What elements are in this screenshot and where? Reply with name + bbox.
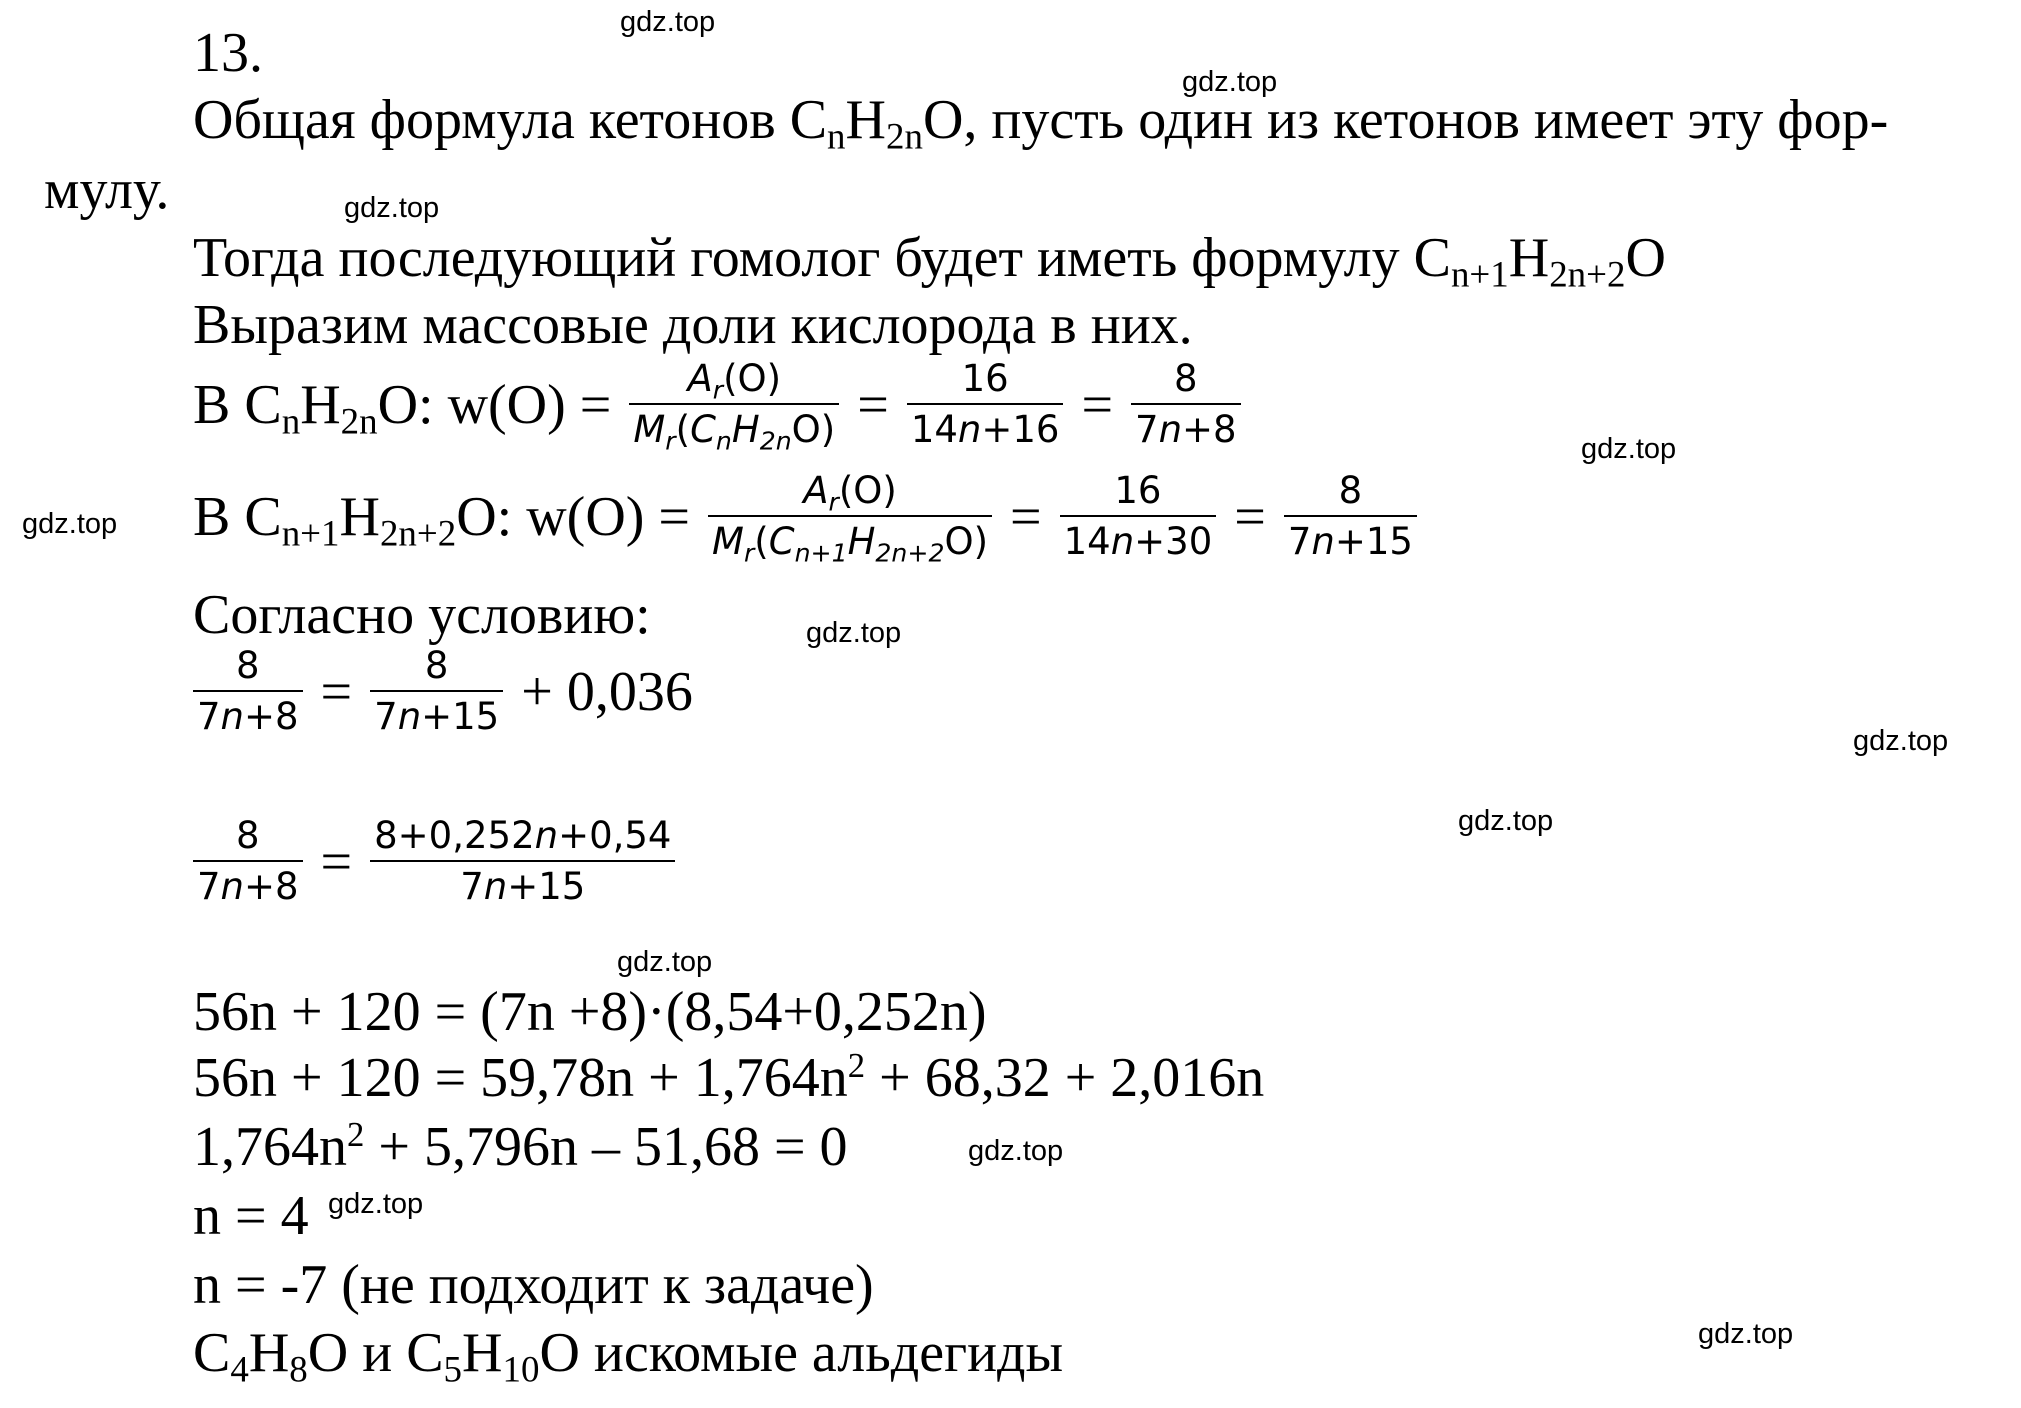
eq2-right-fraction	[370, 815, 675, 908]
eq1-left-num: 8	[193, 645, 303, 692]
eq1-left-den: 7n+8	[197, 694, 299, 738]
eq2-left-num: 8	[193, 815, 303, 862]
intro-text-a: Общая формула кетонов C	[193, 89, 828, 151]
formula-1-frac2-den: 14n+16	[910, 407, 1060, 451]
equation-1: $\frac{8}{7n+8}$ = $\frac{8}{7n+15}$ + 0,036	[189, 645, 693, 738]
equation-3: 56n + 120 = (7n +8)·(8,54+0,252n)	[193, 981, 987, 1043]
watermark: gdz.top	[617, 946, 713, 978]
formula-2-fraction-2	[1060, 470, 1217, 563]
formula-1-frac3-num: 8	[1131, 358, 1241, 405]
answer-mid: O и C	[307, 1322, 444, 1384]
formula-2-fraction-3	[1284, 470, 1417, 563]
formula-2: B $C_{n+1}H_{2n+2}O$: w(O) = $\frac{A_r(O)}{M_r(C_{n+1}H_{2n+2}O)}$ = $\frac{16}{14n+30}$ = $\frac{8}{7n+15}$	[193, 470, 1421, 563]
formula-1: B $C_nH_{2n}O$: w(O) = $\frac{A_r(O)}{M_r(C_nH_{2n}O)}$ = $\frac{16}{14n+16}$ = $\frac{8}{7n+8}$	[193, 358, 1245, 451]
eq2-right-num: 8+0,252n+0,54	[370, 815, 675, 862]
answer-line: $C_4H_8O$ и $C_5H_{10}O$ искомые альдегиды	[193, 1322, 1064, 1390]
express-line: Выразим массовые доли кислорода в них.	[193, 294, 1193, 356]
formula-1-fraction-1: $\frac{A_r(O)}{M_r(C_nH_{2n}O)}$	[629, 358, 839, 451]
equation-4: $56n + 120 = 59,78n + 1,764n^2 + 68,32 + 2,016n$	[193, 1045, 1265, 1109]
formula-2-frac1-den: O)	[944, 519, 989, 563]
intro-continuation: мулу.	[44, 159, 170, 221]
root-1: n = 4	[193, 1185, 309, 1247]
eq1-right-num: 8	[370, 645, 503, 692]
eq1-tail: + 0,036	[521, 660, 693, 723]
formula-2-frac3-num: 8	[1284, 470, 1417, 517]
formula-2-frac1-num: (O)	[838, 469, 897, 512]
watermark: gdz.top	[328, 1188, 424, 1220]
formula-2-fraction-1: $\frac{A_r(O)}{M_r(C_{n+1}H_{2n+2}O)}$	[708, 470, 992, 563]
homolog-line: Тогда последующий гомолог будет иметь формулу $C_{n+1}H_{2n+2}O$	[193, 227, 1666, 295]
formula-1-frac1-den: O)	[791, 407, 836, 451]
answer-end: O искомые альдегиды	[539, 1322, 1064, 1384]
eq4-left: 56n + 120 = 59,78n + 1,764n	[193, 1047, 848, 1109]
equation-2: $\frac{8}{7n+8}$ = $\frac{8+0,252n+0,54}{7n+15}$	[189, 815, 679, 908]
formula-1-frac3-den: 7n+8	[1135, 407, 1237, 451]
formula-2-prefix: B C	[193, 485, 282, 548]
watermark: gdz.top	[968, 1135, 1064, 1167]
intro-text-b: O, пусть один из кетонов имеет эту фор-	[922, 89, 1889, 151]
watermark: gdz.top	[1458, 805, 1554, 837]
watermark: gdz.top	[806, 617, 902, 649]
watermark: gdz.top	[22, 508, 118, 540]
formula-2-frac2-num: 16	[1060, 470, 1217, 517]
formula-1-label: O: w(O) =	[377, 373, 612, 436]
homolog-text: Тогда последующий гомолог будет иметь формулу C	[193, 227, 1451, 289]
watermark: gdz.top	[344, 192, 440, 224]
condition-label: Согласно условию:	[193, 584, 651, 646]
eq1-right-den: 7n+15	[374, 694, 500, 738]
eq5-right: + 5,796n – 51,68 = 0	[364, 1116, 848, 1178]
eq4-right: + 68,32 + 2,016n	[865, 1047, 1265, 1109]
eq2-right-den: 7n+15	[460, 864, 586, 908]
formula-1-prefix: B C	[193, 373, 282, 436]
intro-line: Общая формула кетонов $C_nH_{2n}O$, пусть один из кетонов имеет эту фор-	[193, 89, 1889, 157]
eq5-left: 1,764n	[193, 1116, 347, 1178]
formula-1-fraction-2	[907, 358, 1064, 451]
watermark: gdz.top	[1182, 66, 1278, 98]
formula-1-frac1-num: (O)	[723, 357, 782, 400]
watermark: gdz.top	[620, 6, 716, 38]
eq1-right-fraction	[370, 645, 503, 738]
watermark: gdz.top	[1698, 1318, 1794, 1350]
root-2: n = -7 (не подходит к задаче)	[193, 1254, 874, 1316]
equation-5: $1,764n^2 + 5,796n - 51,68 = 0$	[193, 1114, 848, 1178]
formula-2-frac2-den: 14n+30	[1063, 519, 1213, 563]
watermark: gdz.top	[1581, 433, 1677, 465]
watermark: gdz.top	[1853, 725, 1949, 757]
formula-2-label: O: w(O) =	[456, 485, 690, 548]
problem-number: 13.	[193, 22, 263, 84]
formula-1-frac2-num: 16	[907, 358, 1064, 405]
formula-2-frac3-den: 7n+15	[1287, 519, 1413, 563]
formula-1-fraction-3	[1131, 358, 1241, 451]
eq2-left-den: 7n+8	[197, 864, 299, 908]
eq1-left-fraction	[193, 645, 303, 738]
eq2-left-fraction	[193, 815, 303, 908]
